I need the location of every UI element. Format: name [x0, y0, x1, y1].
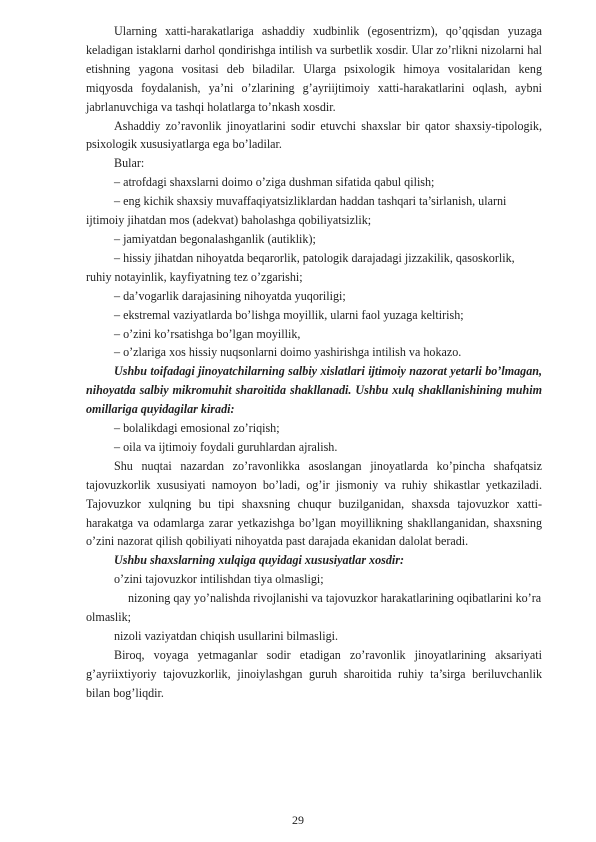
list-item: – hissiy jihatdan nihoyatda beqarorlik, patologik darajadagi jizzakilik, qasoskorlik, ruhiy notayinlik, kayfiyatning tez o’zgarishi;: [86, 250, 515, 284]
list-item: – o’zini ko’rsatishga bo’lgan moyillik,: [114, 326, 301, 341]
document-body: [86, 22, 542, 703]
list-item: – o’zlariga xos hissiy nuqsonlarni doimo yashirishga intilish va hokazo.: [114, 345, 462, 360]
list-item: o’zini tajovuzkor intilishdan tiya olmasligi;: [114, 572, 324, 587]
emphasis-paragraph: Ushbu toifadagi jinoyatchilarning salbiy xislatlari ijtimoiy nazorat yetarli bo’lmagan, nihoyatda salbiy mikromuhit sharoitida shakllanadi. Ushbu xulq shakllanishining muhim omillariga quyidagilar kiradi:: [86, 364, 542, 417]
paragraph: Ashaddiy zo’ravonlik jinoyatlarini sodir etuvchi shaxslar bir qator shaxsiy-tipologik, psixologik xususiyatlarga ega bo’ladilar.: [86, 118, 542, 152]
paragraph: Shu nuqtai nazardan zo’ravonlikka asoslangan jinoyatlarda ko’pincha shafqatsiz tajovuzkorlik xususiyati namoyon bo’ladi, og’ir jismoniy va ruhiy shikastlar yetkaziladi. Tajovuzkor xulqning bu tipi shaxsning chuqur buzilganidan, shaxsda tajovuzkor xatti-harakatga va odamlarga zarar yetkazishga bo’lgan moyillikning shakllanganidan, shaxsning o’zini nazorat qilish qobiliyati nihoyatda past darajada ekanidan dalolat beradi.: [86, 458, 542, 549]
paragraph: Biroq, voyaga yetmaganlar sodir etadigan zo’ravonlik jinoyatlarining aksariyati g’ayriixtiyoriy tajovuzkorlik, jinoiylashgan guruh sharoitida ruhiy ta’sirga beriluvchanlik bilan bog’liqdir.: [86, 647, 542, 700]
page-number: 29: [292, 813, 304, 827]
list-item: – oila va ijtimoiy foydali guruhlardan ajralish.: [114, 439, 338, 454]
list-item: – da’vogarlik darajasining nihoyatda yuqoriligi;: [114, 288, 346, 303]
list-item: – eng kichik shaxsiy muvaffaqiyatsizliklardan haddan tashqari ta’sirlanish, ularni ijtimoiy jihatdan mos (adekvat) baholashga qobiliyatsizlik;: [86, 194, 507, 228]
list-item: nizoli vaziyatdan chiqish usullarini bilmasligi.: [114, 629, 339, 643]
emphasis-heading: Ushbu shaxslarning xulqiga quyidagi xususiyatlar xosdir:: [114, 553, 404, 568]
list-item: – ekstremal vaziyatlarda bo’lishga moyillik, ularni faol yuzaga keltirish;: [114, 307, 464, 322]
list-item: – atrofdagi shaxslarni doimo o’ziga dushman sifatida qabul qilish;: [114, 175, 435, 190]
paragraph: Bular:: [114, 156, 145, 171]
list-item: – bolalikdagi emosional zo’riqish;: [114, 421, 280, 436]
paragraph: Ularning xatti-harakatlariga ashaddiy xudbinlik (egosentrizm), qo’qqisdan yuzaga keladigan istaklarni darhol qondirishga intilish va surbetlik xosdir. Ular zo’rlikni nizolarni hal etishning yagona vositasi deb biladilar. Ularga psixologik himoya vositalaridan keng miqyosda foydalanish, ya’ni o’zlarining g’ayriijtimoiy xatti-harakatlarini oqlash, aybni jabrlanuvchiga va tashqi holatlarga to’nkash xosdir.: [86, 24, 542, 114]
list-item: nizoning qay yo’nalishda rivojlanishi va tajovuzkor harakatlarining oqibatlarini ko’ra olmaslik;: [86, 591, 542, 625]
list-item: – jamiyatdan begonalashganlik (autiklik);: [114, 231, 316, 246]
